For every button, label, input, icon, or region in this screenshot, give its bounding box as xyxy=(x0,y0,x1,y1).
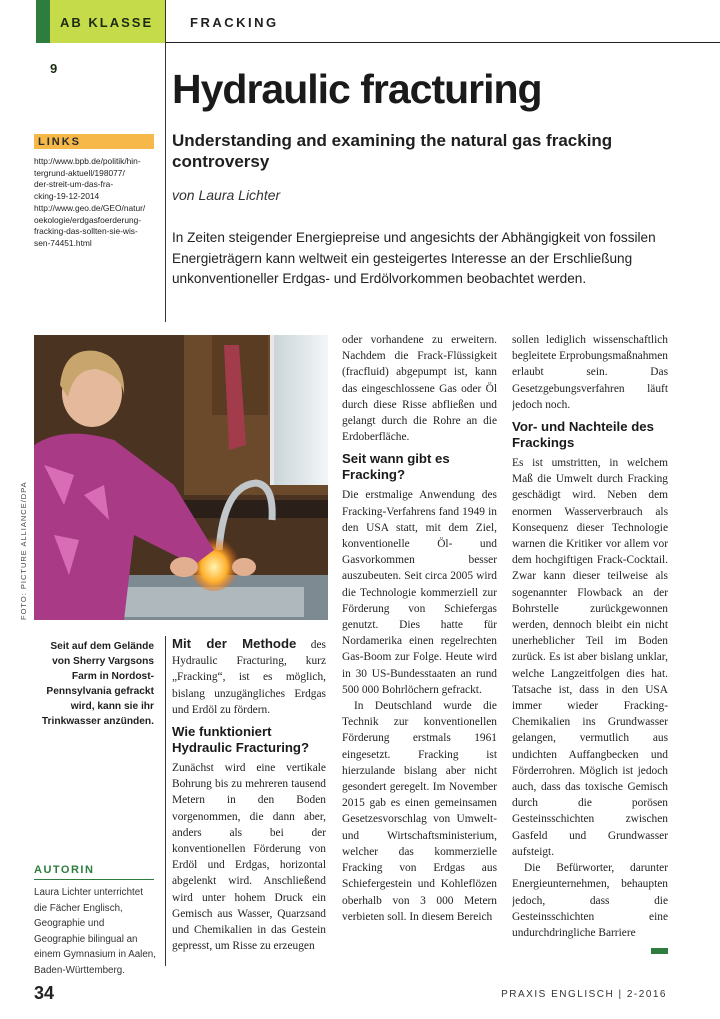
body-paragraph: Die Befürworter, darunter Energieunternehmen, behaupten jedoch, dass die Gesteinsschichten eine undurchdringliche Barriere xyxy=(512,862,668,939)
photo-credit: FOTO: PICTURE ALLIANCE/DPA xyxy=(19,481,28,620)
author-bio: Laura Lichter unterrichtet die Fächer Englisch, Geographie und Geographie bilingual an einem Gymnasium in Aalen, Baden-Württemberg. xyxy=(34,887,156,976)
grade-tab: AB KLASSE 9 xyxy=(50,0,165,43)
header-rule xyxy=(165,42,720,43)
body-paragraph: Es ist umstritten, in welchem Maß die Umwelt durch Fracking geschädigt wird. Neben dem enormen Wasserverbrauch als Konsequenz dieser Technologie warnen die Kritiker vor allem vor dem hochgiftigen Frack-Cocktail. Zwar kann dieser teilweise als sogenannter Flowback an der Bohrstelle zurückgewonnen werden, dennoch bleibt ein nicht unerheblicher Teil im Boden zurück. Es ist aber bislang unklar, welche Langzeitfolgen dies hat. Tatsache ist, dass in den USA immer wieder Fracking-Chemikalien ins Grundwasser gelangen, vermutlich aus undichten Auffangbecken und Förderrohren. Möglich ist jedoch auch, dass das toxische Gemisch durch die porösen Gesteinsschichten zwischen Gasfeld und Grundwasser aufsteigt. xyxy=(512,457,668,858)
body-column-3 xyxy=(512,332,668,952)
link-line[interactable]: cking-19-12-2014 xyxy=(34,191,100,202)
link-line[interactable]: fracking-das-sollten-sie-wis- xyxy=(34,226,138,237)
header-accent-bar xyxy=(36,0,50,43)
heading-seit-wann: Seit wann gibt es Fracking? xyxy=(342,451,450,483)
link-line[interactable]: oekologie/erdgasfoerderung- xyxy=(34,214,142,225)
author-rule xyxy=(34,879,154,880)
links-heading: LINKS xyxy=(34,134,154,149)
topic-label: FRACKING xyxy=(190,15,279,30)
body-paragraph: In Deutschland wurde die Technik zur konventionellen Förderung erstmals 1961 eingesetzt. Fracking ist hierzulande bislang aber nicht gesondert geregelt. Im November 2015 gab es einen gemeinsamen Gesetzesvorschlag von Umwelt- und Wirtschaftsministerium, welcher das kommerzielle Fracking von Erdgas aus Schiefergestein und Kohleflözen oberhalb von 3 000 Metern verbieten soll. In diesem Bereich xyxy=(342,700,497,923)
intro-paragraph: Mit der Methode des Hydraulic Fracturing, kurz „Fracking“, ist es möglich, bislang unzugängliches Erdgas und Erdöl zu fördern. xyxy=(172,636,326,716)
photo-illustration xyxy=(34,335,328,620)
heading-wie-funktioniert: Wie funktioniert Hydraulic Fracturing? xyxy=(172,724,310,756)
body-paragraph: sollen lediglich wissenschaftlich begleitete Erprobungsmaßnahmen erlaubt sein. Das Gesetzgebungsverfahren läuft jedoch noch. xyxy=(512,334,668,411)
article-photo xyxy=(34,335,328,620)
link-line[interactable]: sen-74451.html xyxy=(34,237,92,248)
link-line[interactable]: http://www.geo.de/GEO/natur/ xyxy=(34,202,146,213)
body-paragraph: Die erstmalige Anwendung des Fracking-Verfahrens fand 1949 in den USA statt, mit dem Ziel, konventionelle Öl- und Gasvorkommen besser auszubeuten. Seit circa 2005 wird die Technologie kommerziell zur Förderung von Schiefergas genutzt. Dies hatte für Nordamerika einen regelrechten Gas-Boom zur Folge. Heute wird in 30 US-Bundesstaaten an rund 500 000 Bohrlöchern gefrackt. xyxy=(342,489,497,696)
link-line[interactable]: tergrund-aktuell/198077/ xyxy=(34,167,125,178)
body-column-2 xyxy=(342,332,497,932)
sidebar-divider-top xyxy=(165,0,166,322)
article-title: Hydraulic fracturing xyxy=(172,66,542,112)
article-end-mark xyxy=(651,948,668,954)
page-number: 34 xyxy=(34,983,55,1003)
body-paragraph: Zunächst wird eine vertikale Bohrung bis zu mehreren tausend Metern in den Boden vorgenommen, die dann aber, anders als bei der konventionellen Förderung von Erdöl und Erdgas, horizontal abgelenkt wird. Anschließend wird unter hohem Druck ein Gemisch aus Wasser, Quarzsand und Chemikalien in das Gestein gepresst, um Risse zu erzeugen xyxy=(172,762,326,953)
body-paragraph: oder vorhandene zu erweitern. Nachdem die Frack-Flüssigkeit (fracfluid) abgepumpt ist, kann das eingeschlossene Gas oder Öl durch diese Risse abfließen und gelangt durch die Rohre an die Erdoberfläche. xyxy=(342,334,497,444)
sidebar-divider-bottom xyxy=(165,636,166,966)
article-lead: In Zeiten steigender Energiepreise und angesichts der Abhängigkeit von fossilen Energieträgern kann weltweit ein gesteigertes Interesse an der Erschließung unkonventioneller Erdgas- und Erdölvorkommen beobachtet werden. xyxy=(172,230,656,286)
lead-in: Mit der Methode xyxy=(172,636,297,651)
publication-info: PRAXIS ENGLISCH | 2-2016 xyxy=(501,989,667,1000)
links-list xyxy=(34,156,158,250)
body-column-1 xyxy=(172,636,326,954)
article-byline: von Laura Lichter xyxy=(172,187,281,203)
photo-caption: Seit auf dem Gelände von Sherry Vargsons Farm in Nordost-Pennsylvania gefrackt wird, kann sie ihr Trinkwasser anzünden. xyxy=(41,641,154,727)
link-line[interactable]: der-streit-um-das-fra- xyxy=(34,179,114,190)
author-heading: AUTORIN xyxy=(34,864,95,876)
article-subtitle: Understanding and examining the natural gas fracking controversy xyxy=(172,131,613,171)
link-line[interactable]: http://www.bpb.de/politik/hin- xyxy=(34,156,141,166)
heading-vor-nachteile: Vor- und Nachteile des Frackings xyxy=(512,419,654,451)
